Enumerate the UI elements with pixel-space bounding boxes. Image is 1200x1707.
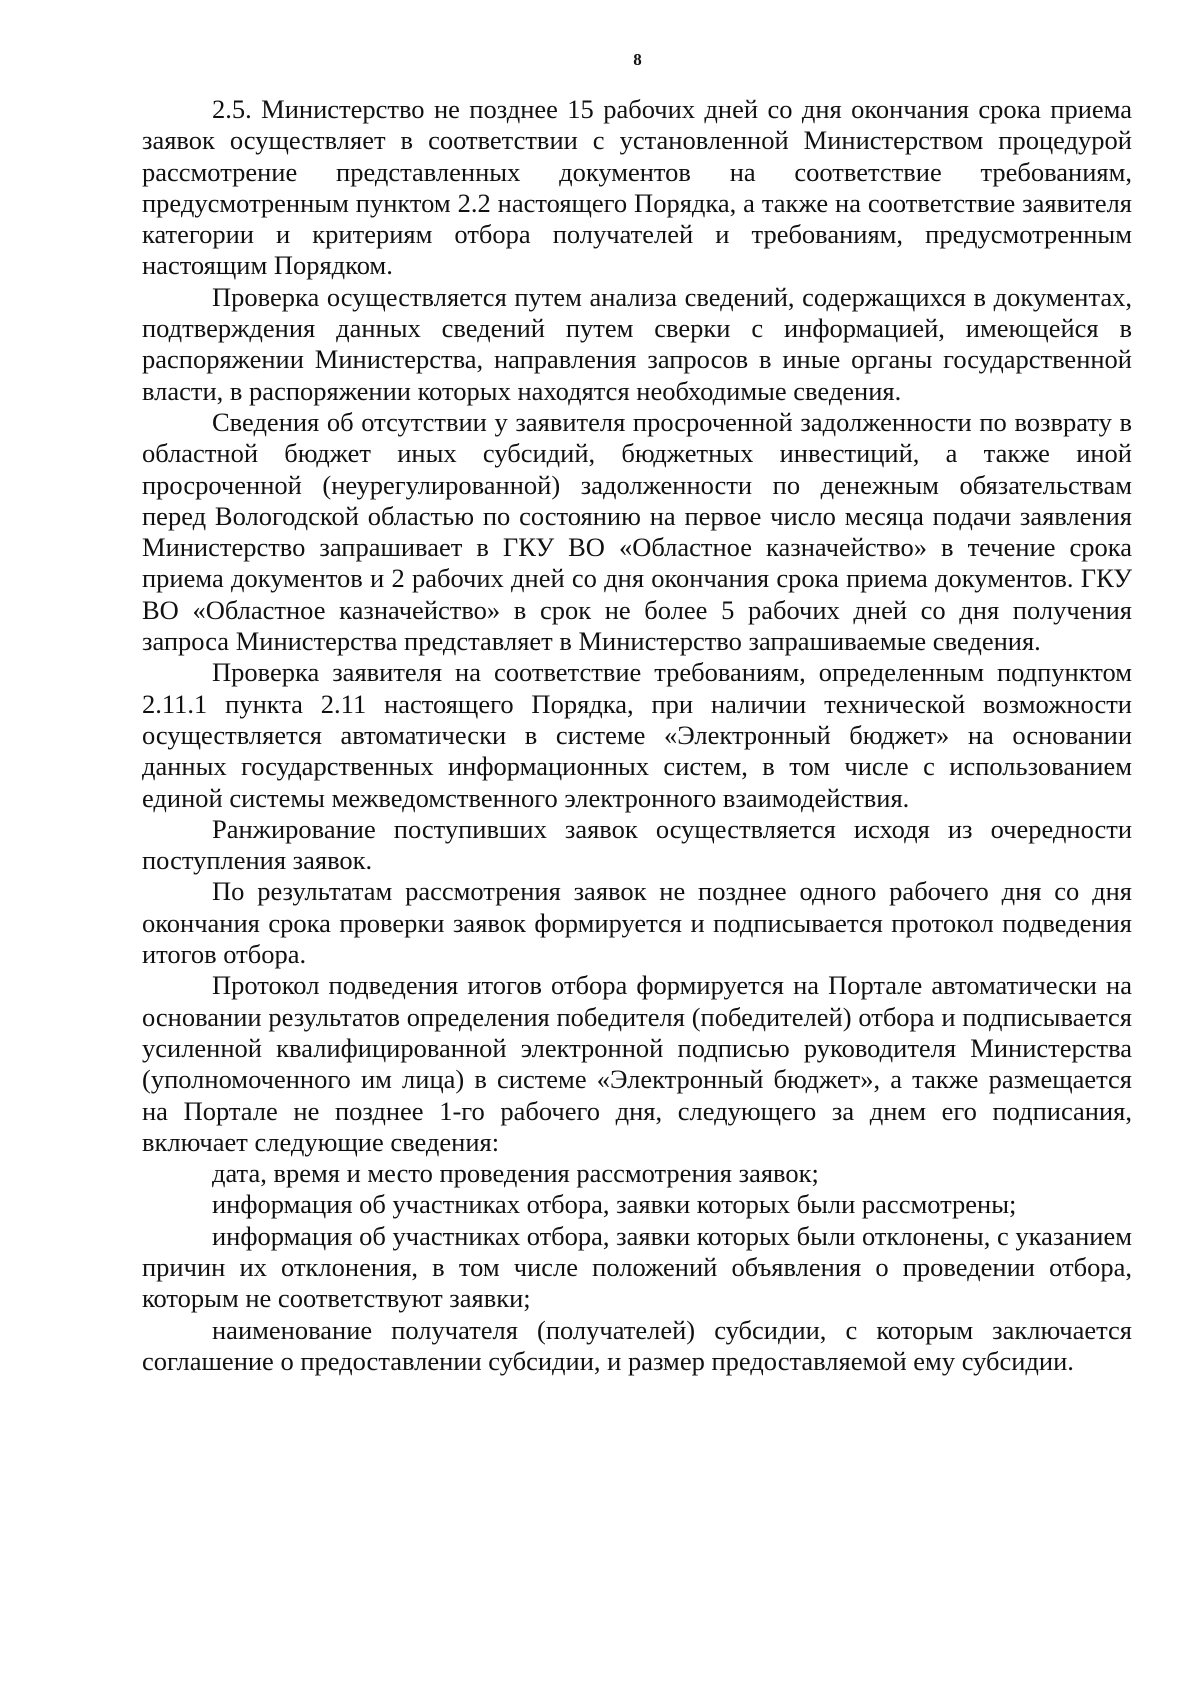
list-item-rejected: информация об участниках отбора, заявки которых были отклонены, с указанием причин их отклонения, в том числе положений объявления о проведении отбора, которым не соответствуют заявки; <box>142 1220 1132 1314</box>
list-item-recipient: наименование получателя (получателей) субсидии, с которым заключается соглашение о предоставлении субсидии, и размер предоставляемой ему субсидии. <box>142 1314 1132 1376</box>
paragraph-protocol: Протокол подведения итогов отбора формируется на Портале автоматически на основании результатов определения победителя (победителей) отбора и подписывается усиленной квалифицированной электронной подписью руководителя Министерства (уполномоченного им лица) в системе «Электронный бюджет», а также размещается на Портале не позднее 1-го рабочего дня, следующего за днем его подписания, включает следующие сведения: <box>142 970 1132 1157</box>
paragraph-auto-check: Проверка заявителя на соответствие требованиям, определенным подпунктом 2.11.1 пункта 2.11 настоящего Порядка, при наличии технической возможности осуществляется автоматически в системе «Электронный бюджет» на основании данных государственных информационных систем, в том числе с использованием единой системы межведомственного электронного взаимодействия. <box>142 657 1132 813</box>
list-item-date: дата, время и место проведения рассмотрения заявок; <box>212 1158 819 1189</box>
paragraph-2-5: 2.5. Министерство не позднее 15 рабочих дней со дня окончания срока приема заявок осуществляет в соответствии с установленной Министерством процедурой рассмотрение представленных документов на соответствие требованиям, предусмотренным пунктом 2.2 настоящего Порядка, а также на соответствие заявителя категории и критериям отбора получателей и требованиям, предусмотренным настоящим Порядком. <box>142 94 1132 281</box>
paragraph-ranking: Ранжирование поступивших заявок осуществляется исходя из очередности поступления заявок. <box>142 813 1132 876</box>
paragraph-debt-info: Сведения об отсутствии у заявителя просроченной задолженности по возврату в областной бюджет иных субсидий, бюджетных инвестиций, а также иной просроченной (неурегулированной) задолженности по денежным обязательствам перед Вологодской областью по состоянию на первое число месяца подачи заявления Министерство запрашивает в ГКУ ВО «Областное казначейство» в течение срока приема документов и 2 рабочих дней со дня окончания срока приема документов. ГКУ ВО «Областное казначейство» в срок не более 5 рабочих дней со дня получения запроса Министерства представляет в Министерство запрашиваемые сведения. <box>142 406 1132 657</box>
list-item-reviewed: информация об участниках отбора, заявки которых были рассмотрены; <box>212 1189 1017 1220</box>
paragraph-results: По результатам рассмотрения заявок не позднее одного рабочего дня со дня окончания срока проверки заявок формируется и подписывается протокол подведения итогов отбора. <box>142 876 1132 970</box>
page-number: 8 <box>633 50 642 69</box>
document-body <box>142 94 1132 1377</box>
paragraph-verification: Проверка осуществляется путем анализа сведений, содержащихся в документах, подтверждения данных сведений путем сверки с информацией, имеющейся в распоряжении Министерства, направления запросов в иные органы государственной власти, в распоряжении которых находятся необходимые сведения. <box>142 281 1132 406</box>
